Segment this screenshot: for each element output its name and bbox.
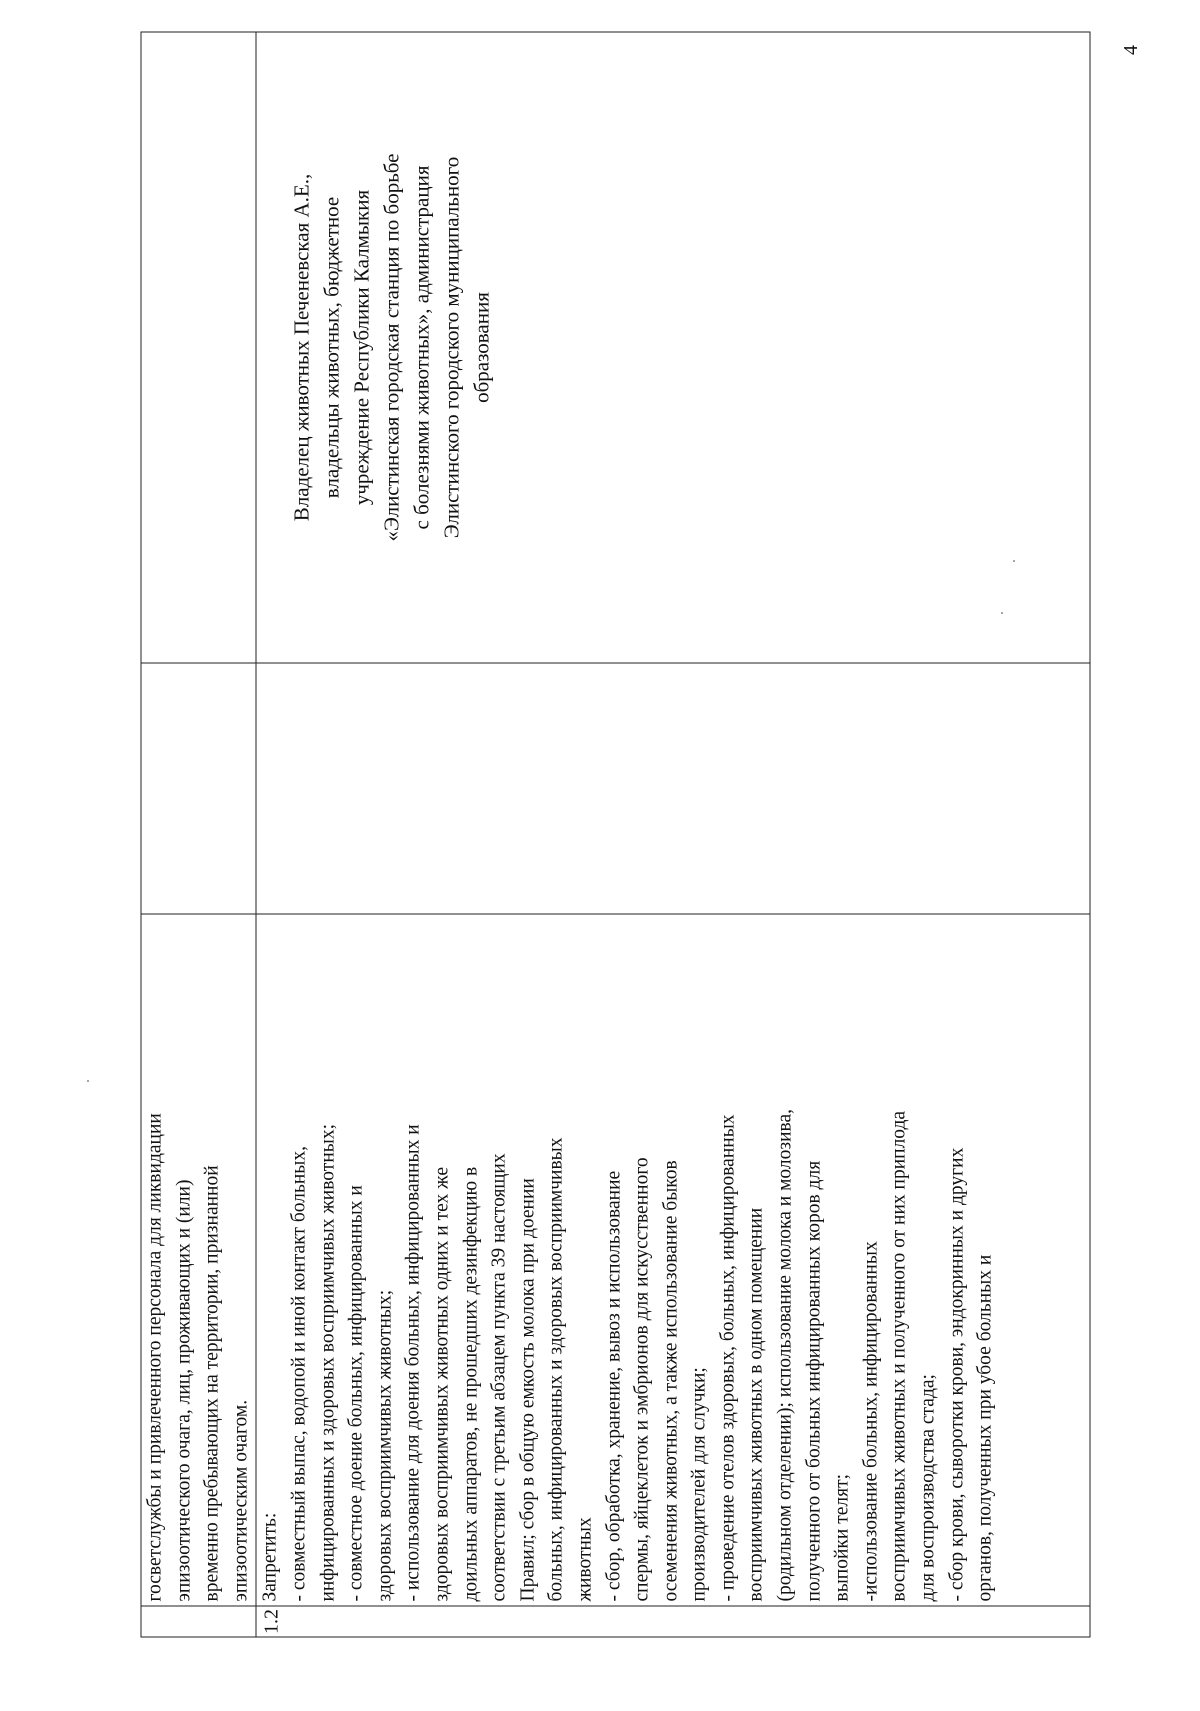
action-text-line: здоровых восприимчивых животных одних и тех же [430, 1166, 452, 1601]
responsible-text-line: «Элистинская городская станция по борьбе [379, 153, 404, 541]
action-text-line: Правил; сбор в общую емкость молока при доении [516, 1177, 538, 1601]
cell-term-1-2 [256, 663, 1090, 914]
action-text-line: (родильном отделении); использование молока и молозива, [774, 1108, 796, 1601]
action-text-line: госветслужбы и привлеченного персонала для ликвидации [144, 1112, 165, 1601]
action-text-line: больных, инфицированных и здоровых восприимчивых [545, 1136, 567, 1601]
table-row-1-2 [256, 32, 1090, 1637]
responsible-text-line: образования [469, 291, 494, 403]
action-text-line: - проведение отелов здоровых, больных, инфицированных [716, 1113, 738, 1601]
action-text-line: Запретить: [259, 1512, 281, 1601]
action-text-line: -использование больных, инфицированных [859, 1240, 881, 1601]
cell-action-continuation [141, 914, 256, 1606]
action-text-line: восприимчивых животных и полученного от них приплода [888, 1110, 910, 1601]
action-text-line: эпизоотическим очагом. [229, 1399, 251, 1601]
responsible-text-line: учреждение Республики Калмыкия [349, 189, 374, 505]
action-text-line: инфицированных и здоровых восприимчивых животных; [316, 1123, 338, 1601]
action-text-line: временно пребывающих на территории, признанной [201, 1164, 223, 1601]
action-text-line: - сбор, обработка, хранение, вывоз и использование [602, 1170, 624, 1601]
action-text-line: полученного от больных инфицированных коров для [802, 1160, 824, 1601]
action-text-line: эпизоотического очага, лиц, проживающих и (или) [172, 1179, 194, 1601]
action-text-line: животных [573, 1516, 595, 1601]
action-text-line: - использование для доения больных, инфицированных и [402, 1123, 424, 1601]
action-text-continuation [141, 916, 255, 1601]
scan-speck [1001, 612, 1003, 614]
action-text-1-2 [256, 916, 999, 1601]
page-number: 4 [1120, 45, 1142, 55]
cell-number-continuation [141, 1606, 256, 1637]
action-text-line: - совместное доение больных, инфицированных и [345, 1184, 367, 1601]
action-text-line: здоровых восприимчивых животных; [373, 1289, 395, 1601]
cell-responsible-1-2 [256, 32, 1090, 663]
action-text-line: спермы, яйцеклеток и эмбрионов для искусственного [631, 1156, 653, 1601]
action-text-line: восприимчивых животных в одном помещении [745, 1207, 767, 1601]
action-text-line: производителей для случки; [688, 1366, 710, 1601]
responsible-text-line: Элистинского городского муниципального [439, 156, 464, 538]
scan-speck [1013, 560, 1015, 562]
responsible-text-1-2 [286, 32, 496, 662]
action-text-line: для воспроизводства стада; [917, 1373, 939, 1601]
responsible-text-line: владельцы животных, бюджетное [319, 196, 344, 498]
responsible-text-line: Владелец животных Печеневская А.Е., [289, 173, 314, 521]
rotated-table-wrapper [140, 42, 1090, 1637]
responsible-text-line: с болезнями животных», администрация [409, 165, 434, 529]
table-row-continuation [141, 32, 256, 1637]
cell-responsible-continuation [141, 32, 256, 663]
action-text-line: - совместный выпас, водопой и иной контакт больных, [287, 1145, 309, 1601]
cell-number-1-2: 1.2 [256, 1606, 1090, 1637]
cell-term-continuation [141, 663, 256, 914]
action-text-line: осеменения животных, а также использование быков [659, 1159, 681, 1601]
measures-table [140, 31, 1090, 1637]
action-text-line: органов, полученных при убое больных и [974, 1254, 996, 1601]
action-text-line: доильных аппаратов, не прошедших дезинфекцию в [459, 1166, 481, 1601]
scan-speck [87, 1080, 89, 1082]
action-text-line: выпойки телят; [831, 1473, 853, 1601]
action-text-line: - сбор крови, сыворотки крови, эндокринных и других [945, 1147, 967, 1601]
action-text-line: соответствии с третьим абзацем пункта 39 настоящих [488, 1152, 510, 1601]
cell-action-1-2 [256, 914, 1090, 1606]
